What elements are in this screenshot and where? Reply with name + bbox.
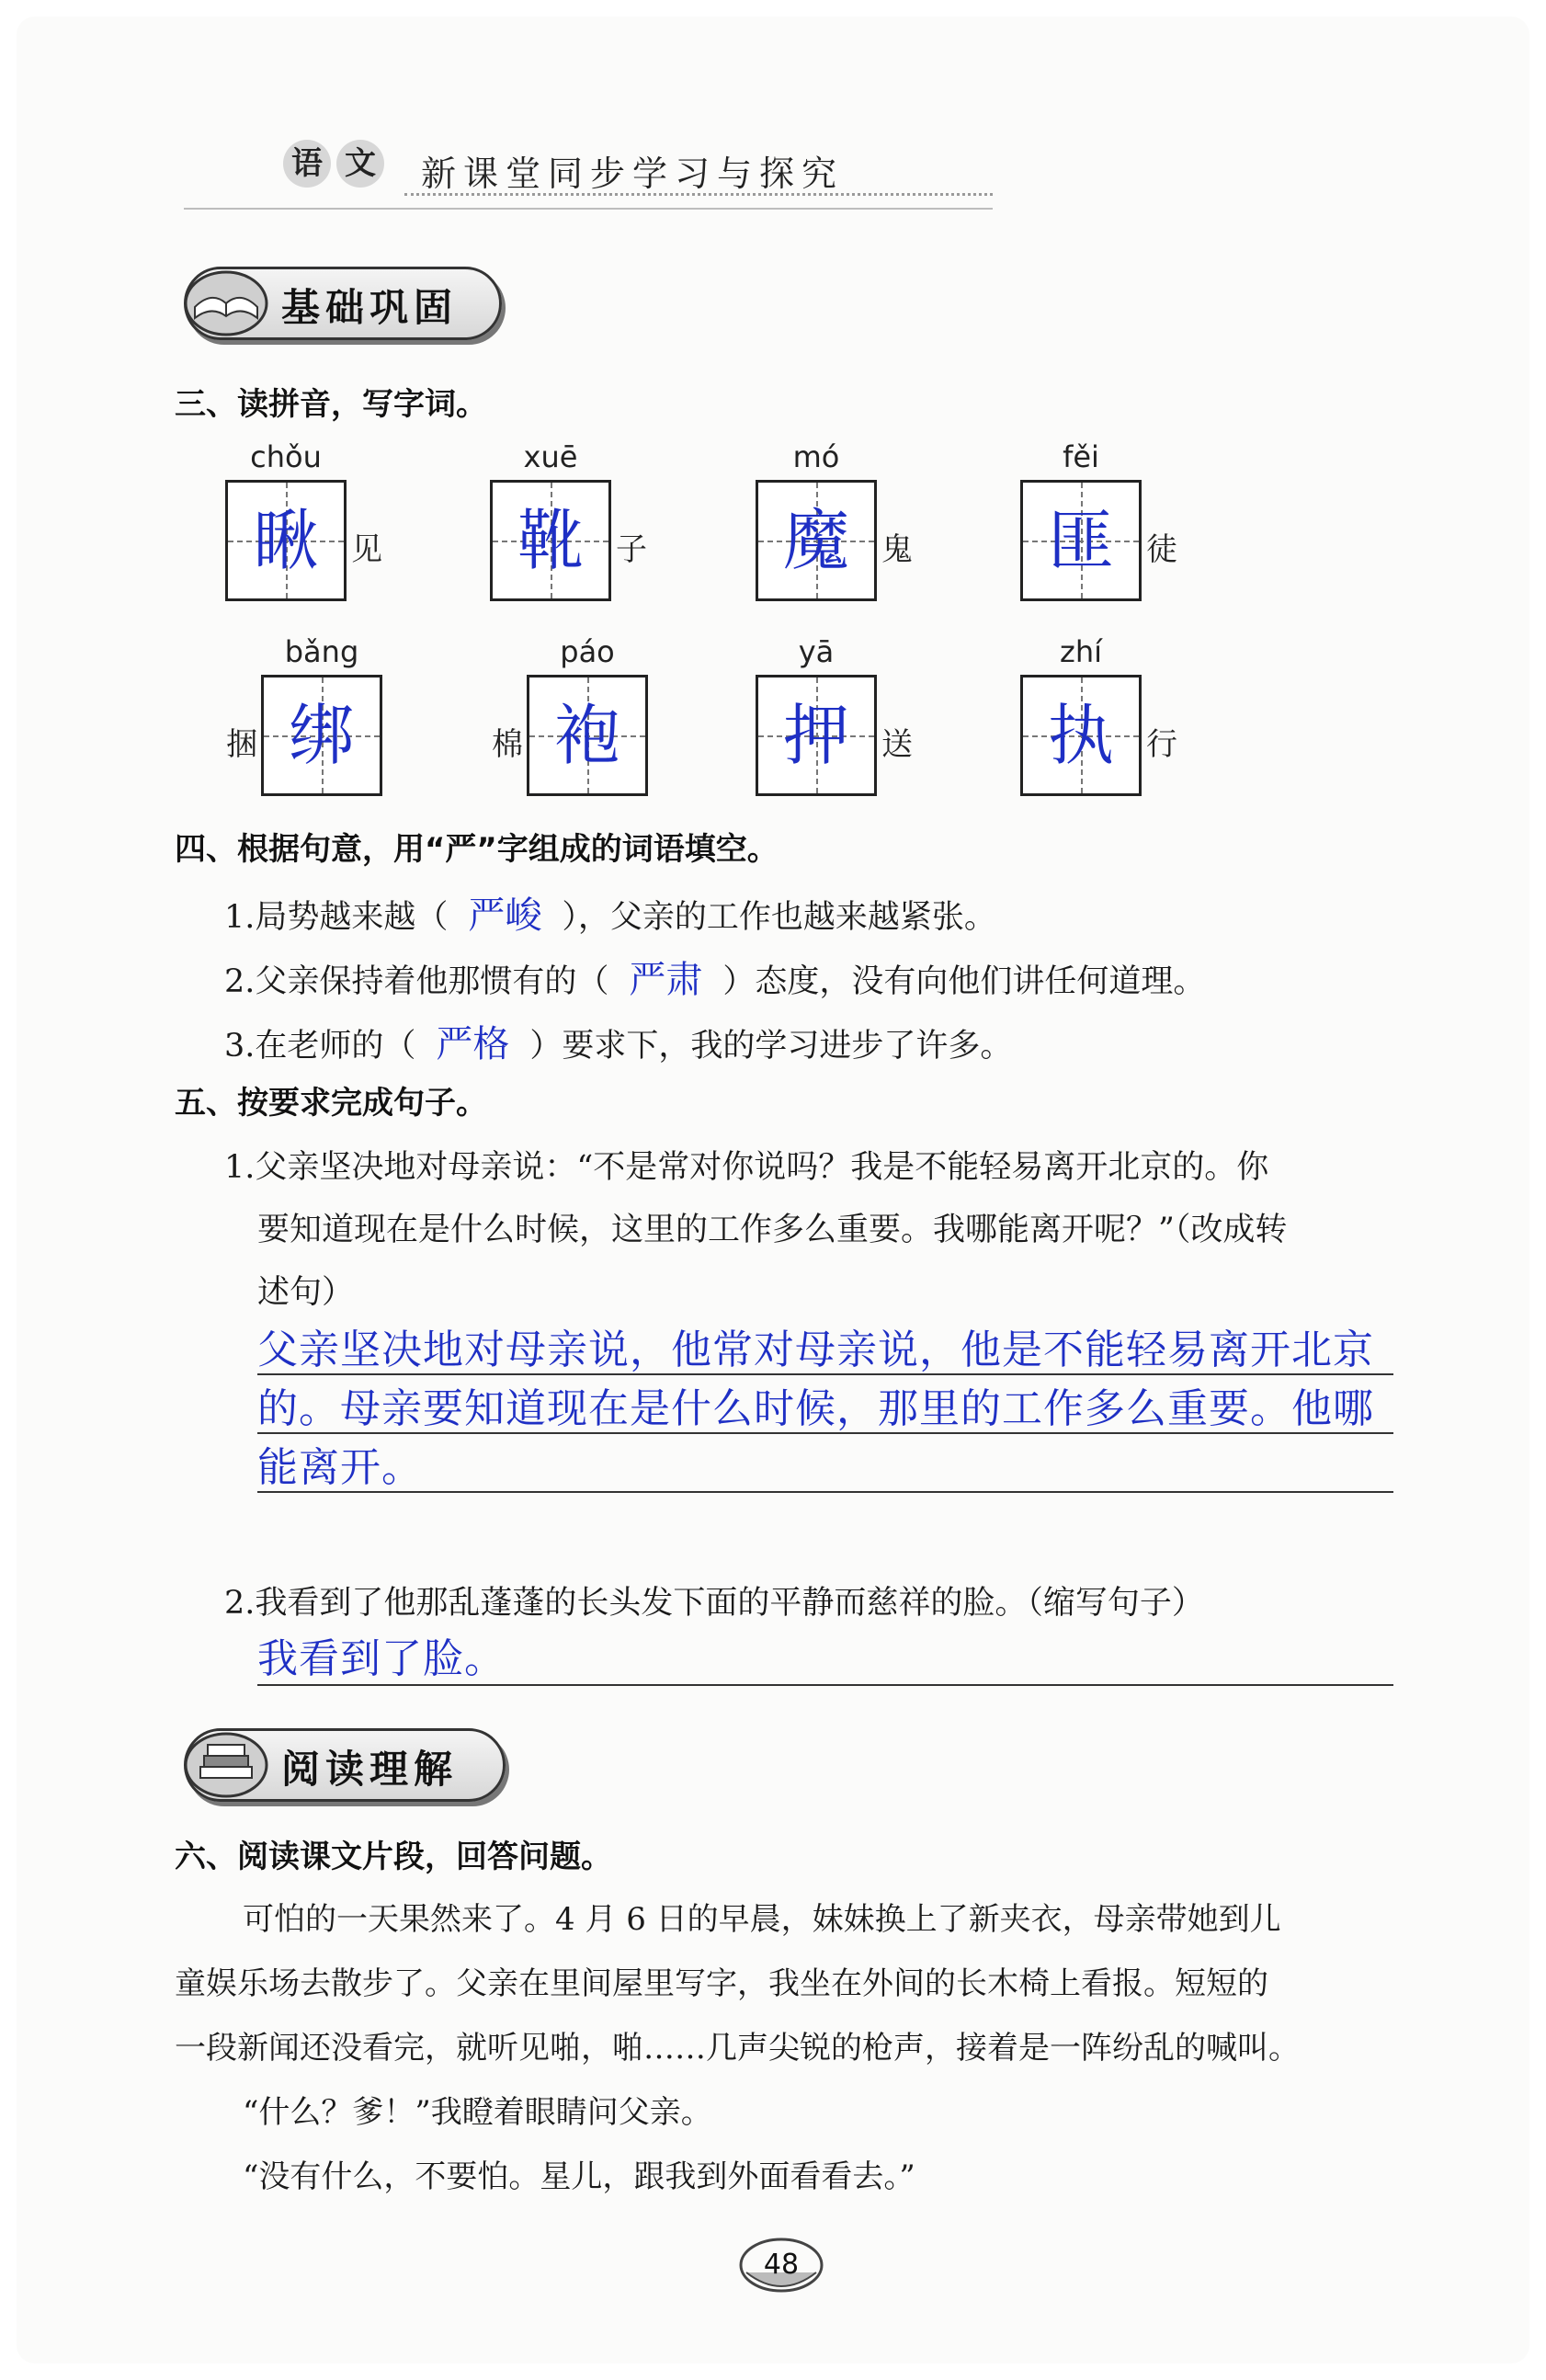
pinyin: xuē <box>523 439 578 474</box>
tianzige-box <box>261 675 382 796</box>
word-suffix: 子 <box>616 531 647 568</box>
section-title-reading: 阅读理解 <box>281 1747 459 1792</box>
q4-sentence-2 <box>224 951 1205 1003</box>
handwritten-answer-line: 我看到了脸。 <box>257 1635 506 1682</box>
word-prefix: 捆 <box>226 726 257 763</box>
tianzige-box <box>756 480 877 601</box>
sentence-text: 2.父亲保持着他那惯有的（ <box>224 963 609 1000</box>
page-number-badge <box>735 2236 827 2295</box>
handwritten-answer-line: 能离开。 <box>257 1444 423 1491</box>
answer-char: 押 <box>782 697 849 774</box>
q5-prompt-2: 2.我看到了他那乱蓬蓬的长头发下面的平静而慈祥的脸。（缩写句子） <box>224 1585 1204 1622</box>
answer-rule <box>257 1432 1393 1434</box>
subject-badge-yu: 语 <box>283 140 331 188</box>
tianzige-box <box>1020 675 1142 796</box>
answer-rule <box>257 1491 1393 1493</box>
handwritten-answer: 严峻 <box>468 894 542 937</box>
answer-char: 瞅 <box>252 502 319 579</box>
passage-line: 童娱乐场去散步了。父亲在里间屋里写字，我坐在外间的长木椅上看报。短短的 <box>175 1965 1268 2002</box>
word-suffix: 鬼 <box>881 531 913 568</box>
section-title-basic: 基础巩固 <box>281 285 459 330</box>
handwritten-answer: 严肃 <box>629 959 703 1001</box>
page-number: 48 <box>763 2249 800 2281</box>
answer-char: 绑 <box>288 697 355 774</box>
answer-char: 魔 <box>782 502 849 579</box>
tianzige-box <box>225 480 347 601</box>
pinyin: zhí <box>1060 634 1102 669</box>
word-suffix: 送 <box>881 726 913 763</box>
handwritten-answer-line: 的。母亲要知道现在是什么时候，那里的工作多么重要。他哪 <box>257 1385 1374 1432</box>
q5-heading: 五、按要求完成句子。 <box>175 1085 487 1122</box>
book-title: 新课堂同步学习与探究 <box>421 154 845 194</box>
q4-sentence-1 <box>224 886 996 939</box>
sentence-text: ），父亲的工作也越来越紧张。 <box>562 899 996 936</box>
passage-line: 一段新闻还没看完，就听见啪，啪……几声尖锐的枪声，接着是一阵纷乱的喊叫。 <box>175 2030 1300 2067</box>
q5-prompt-line: 要知道现在是什么时候，这里的工作多么重要。我哪能离开呢？”（改成转 <box>257 1212 1288 1248</box>
q4-sentence-3 <box>224 1015 1012 1067</box>
handwritten-answer: 严格 <box>436 1023 510 1065</box>
answer-char: 匪 <box>1047 502 1114 579</box>
passage-line: 可怕的一天果然来了。4 月 6 日的早晨，妹妹换上了新夹衣，母亲带她到儿 <box>243 1901 1281 1938</box>
passage-line: “没有什么，不要怕。星儿，跟我到外面看看去。” <box>243 2158 915 2195</box>
answer-char: 靴 <box>517 502 584 579</box>
pinyin: yā <box>798 634 835 669</box>
q4-heading: 四、根据句意，用“严”字组成的词语填空。 <box>175 831 779 868</box>
word-suffix: 行 <box>1146 726 1177 763</box>
q3-heading: 三、读拼音，写字词。 <box>175 386 487 423</box>
q5-prompt-line: 述句） <box>257 1274 355 1311</box>
answer-rule <box>257 1684 1393 1686</box>
answer-char: 袍 <box>553 697 620 774</box>
passage-line: “什么？爹！”我瞪着眼睛问父亲。 <box>243 2094 712 2131</box>
pinyin: bǎng <box>284 634 359 669</box>
tianzige-box <box>527 675 648 796</box>
open-book-icon <box>180 263 272 340</box>
sentence-text: 3.在老师的（ <box>224 1028 416 1065</box>
tianzige-box <box>490 480 611 601</box>
answer-char: 执 <box>1047 697 1114 774</box>
pinyin: chǒu <box>250 439 322 474</box>
q6-heading: 六、阅读课文片段，回答问题。 <box>175 1839 612 1875</box>
tianzige-box <box>1020 480 1142 601</box>
pinyin: mó <box>792 439 840 474</box>
sentence-text: ）要求下，我的学习进步了许多。 <box>529 1028 1013 1065</box>
q5-prompt-line: 1.父亲坚决地对母亲说：“不是常对你说吗？我是不能轻易离开北京的。你 <box>224 1149 1269 1186</box>
sentence-text: ）态度，没有向他们讲任何道理。 <box>722 963 1206 1000</box>
word-suffix: 徒 <box>1146 531 1177 568</box>
header-rule <box>184 208 993 210</box>
books-icon <box>180 1725 272 1802</box>
word-prefix: 棉 <box>492 726 523 763</box>
word-suffix: 见 <box>351 531 382 568</box>
tianzige-box <box>756 675 877 796</box>
pinyin: páo <box>560 634 615 669</box>
handwritten-answer-line: 父亲坚决地对母亲说，他常对母亲说，他是不能轻易离开北京 <box>257 1327 1374 1373</box>
sentence-text: 1.局势越来越（ <box>224 899 449 936</box>
header-dotted-rule <box>404 193 993 196</box>
pinyin: fěi <box>1063 439 1099 474</box>
subject-badge-wen: 文 <box>336 140 384 188</box>
page-background <box>17 17 1529 2363</box>
